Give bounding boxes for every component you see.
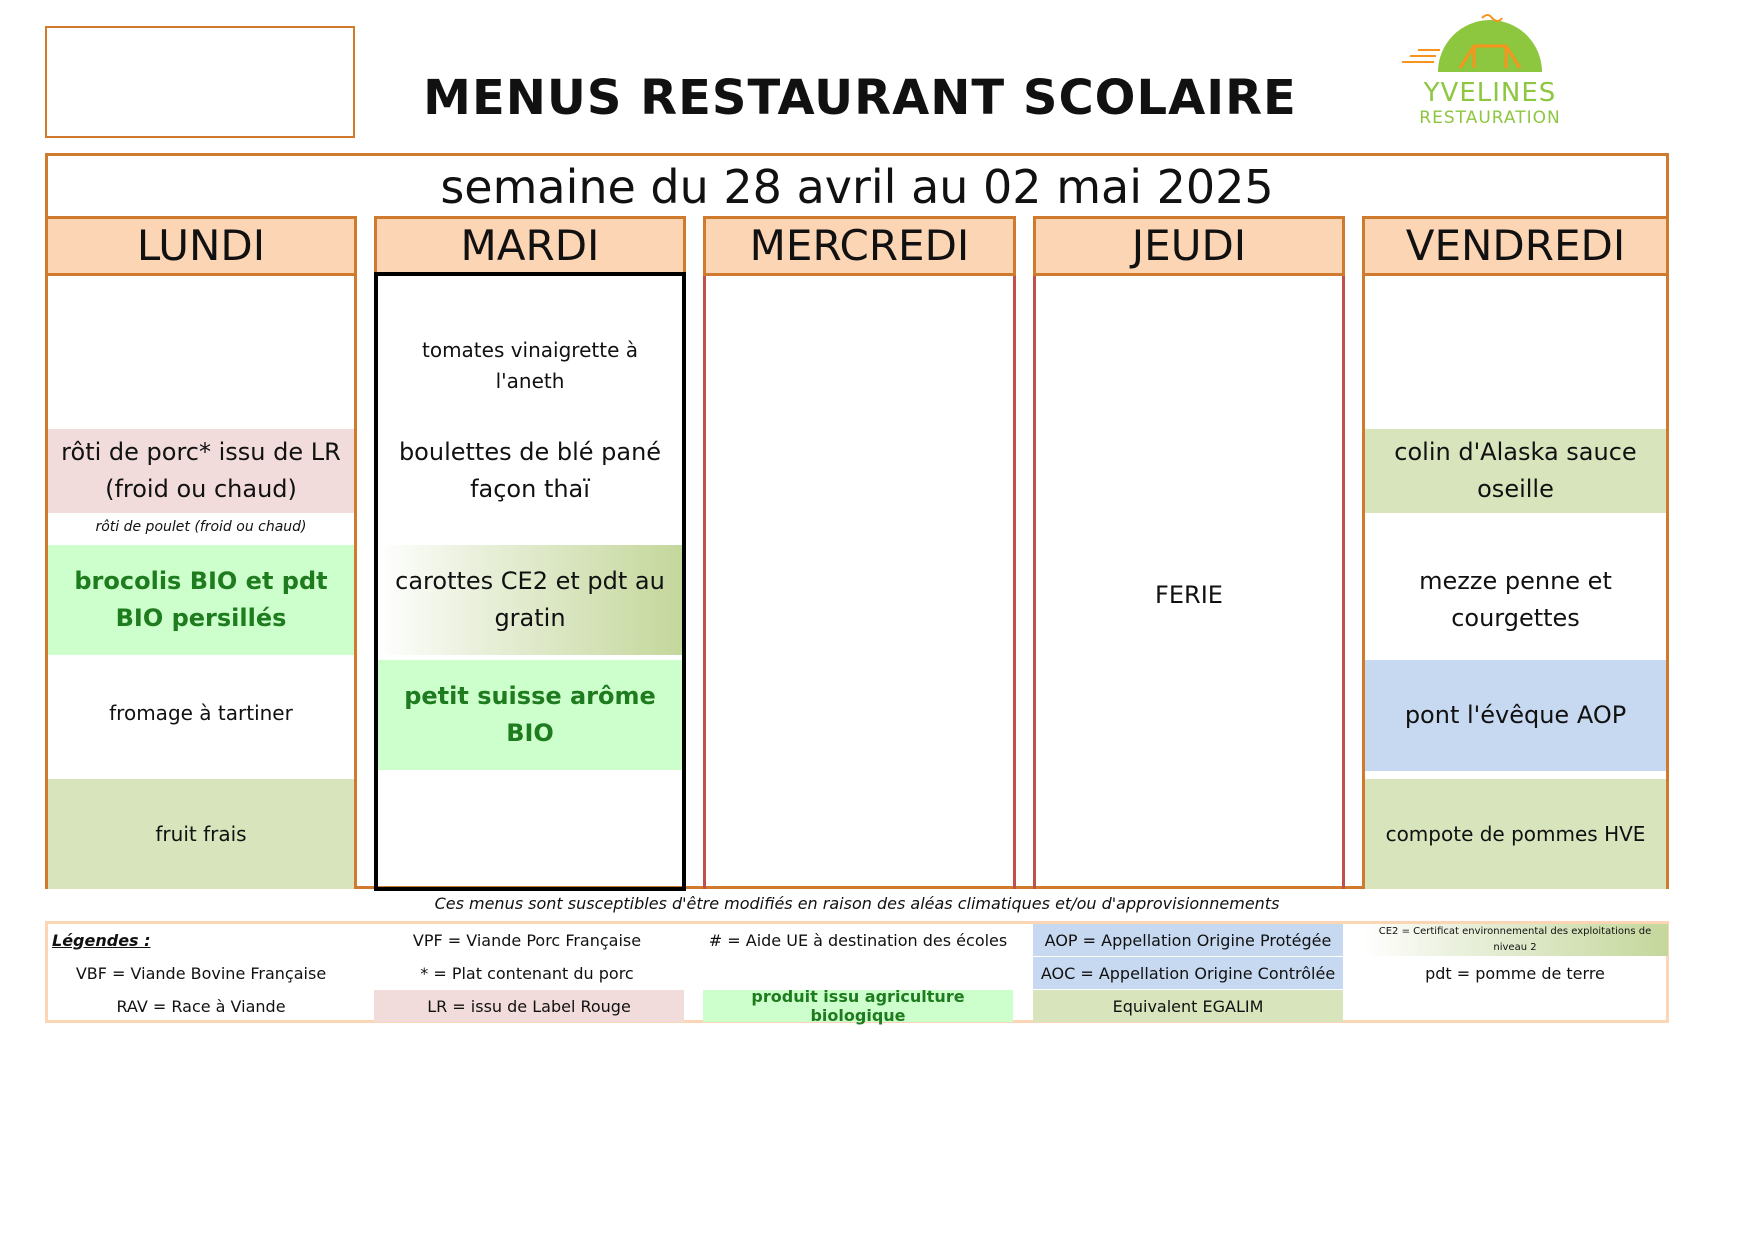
jeudi-note: FERIE <box>1155 581 1223 610</box>
blank-box <box>45 26 355 138</box>
legend-title: Légendes : <box>52 930 151 950</box>
column-mercredi <box>703 276 1016 889</box>
lundi-main-alt: rôti de poulet (froid ou chaud) <box>95 519 307 536</box>
mardi-main: boulettes de blé pané façon thaï <box>398 437 662 503</box>
vendredi-dairy: pont l'évêque AOP <box>1365 660 1666 771</box>
logo-text: YVELINES <box>1423 78 1557 108</box>
legend-egalim: Equivalent EGALIM <box>1033 990 1343 1022</box>
page-title: MENUS RESTAURANT SCOLAIRE <box>423 70 1297 126</box>
week-title: semaine du 28 avril au 02 mai 2025 <box>440 160 1274 214</box>
column-vendredi <box>1362 276 1669 889</box>
legend-vpf: VPF = Viande Porc Française <box>412 930 642 950</box>
day-header-jeudi: JEUDI <box>1033 216 1345 276</box>
legend-ue: # = Aide UE à destination des écoles <box>708 930 1008 950</box>
day-header-mardi: MARDI <box>374 216 686 276</box>
legend-pdt: pdt = pomme de terre <box>1425 963 1605 983</box>
mardi-starter: tomates vinaigrette à l'aneth <box>421 338 638 393</box>
mardi-highlight-frame <box>374 272 686 891</box>
mardi-side: carottes CE2 et pdt au gratin <box>377 545 683 655</box>
lundi-side: brocolis BIO et pdt BIO persillés <box>48 545 354 655</box>
legend-box <box>45 921 1669 1023</box>
column-lundi <box>45 276 357 889</box>
day-header-vendredi: VENDREDI <box>1362 216 1669 276</box>
mardi-dairy: petit suisse arôme BIO <box>377 660 683 770</box>
vendredi-dessert: compote de pommes HVE <box>1365 779 1666 889</box>
logo-subtext: RESTAURATION <box>1419 108 1561 128</box>
legend-rav: RAV = Race à Viande <box>116 996 286 1016</box>
legend-vbf: VBF = Viande Bovine Française <box>75 963 327 983</box>
legend-bio: produit issu agriculture biologique <box>703 990 1013 1022</box>
vendredi-side: mezze penne et courgettes <box>1419 566 1612 632</box>
lundi-dairy: fromage à tartiner <box>109 700 293 725</box>
lundi-main: rôti de porc* issu de LR (froid ou chaud) <box>48 429 354 513</box>
column-jeudi <box>1033 276 1345 889</box>
vendredi-main: colin d'Alaska sauce oseille <box>1365 429 1666 513</box>
disclaimer-note: Ces menus sont susceptibles d'être modifiés en raison des aléas climatiques et/ou d'approvisionnements <box>434 894 1280 913</box>
legend-aop: AOP = Appellation Origine Protégée <box>1033 924 1343 956</box>
legend-porc: * = Plat contenant du porc <box>420 963 634 983</box>
legend-ce2: CE2 = Certificat environnemental des exploitations de niveau 2 <box>1362 924 1668 956</box>
legend-aoc: AOC = Appellation Origine Contrôlée <box>1033 957 1343 989</box>
day-header-lundi: LUNDI <box>45 216 357 276</box>
day-header-mercredi: MERCREDI <box>703 216 1016 276</box>
legend-label-rouge: LR = issu de Label Rouge <box>374 990 684 1022</box>
lundi-dessert: fruit frais <box>48 779 354 889</box>
